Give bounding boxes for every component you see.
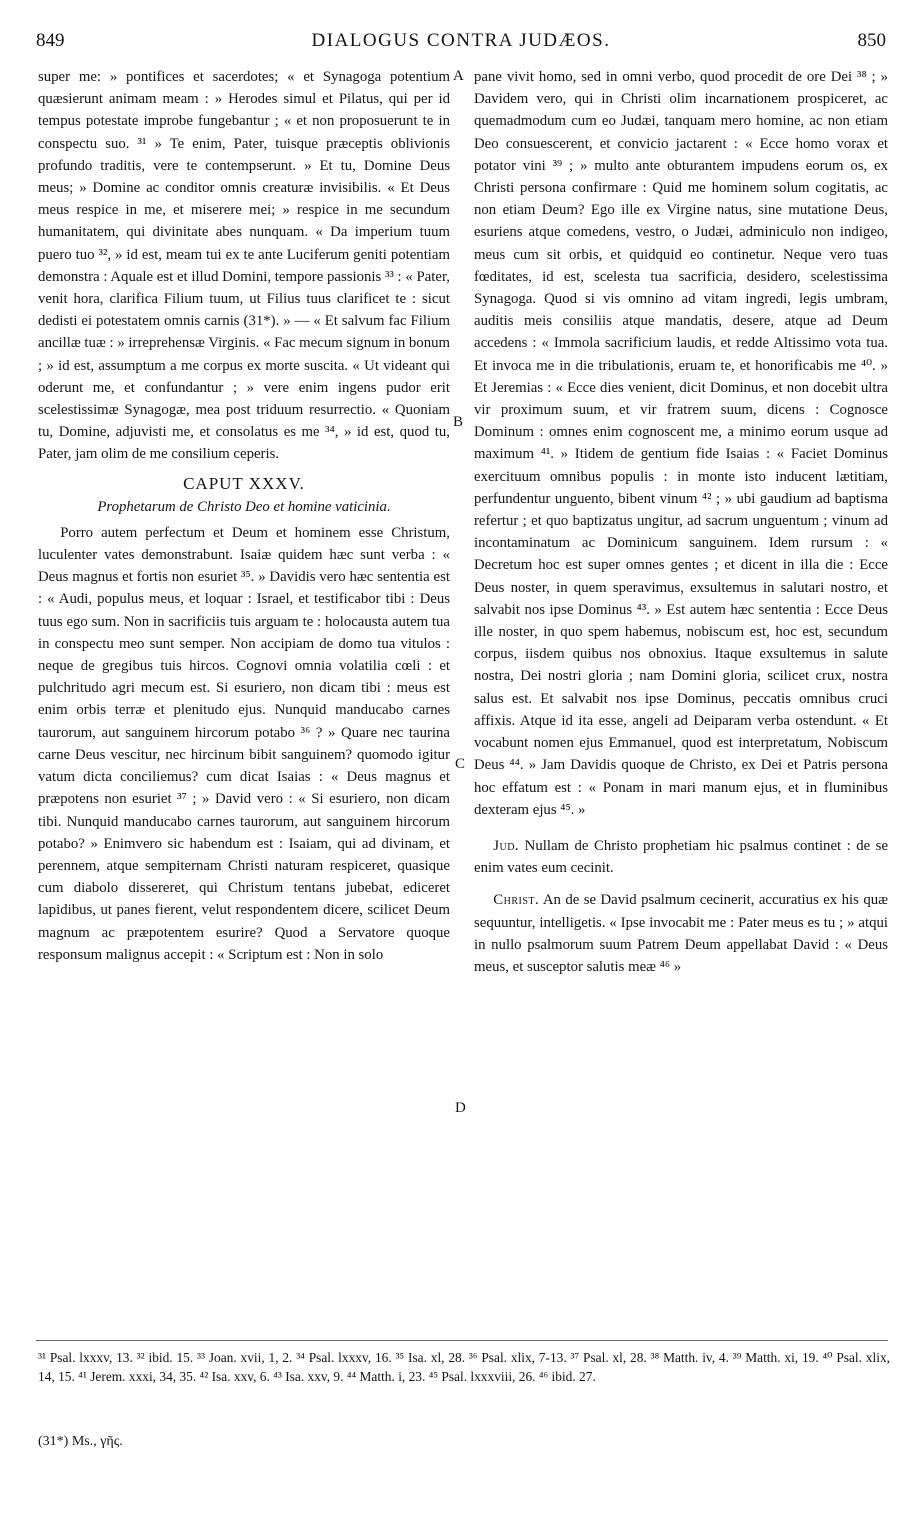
dialogue-christianus bbox=[474, 889, 888, 978]
left-column bbox=[38, 66, 450, 966]
footnotes: ³¹ Psal. lxxxv, 13. ³² ibid. 15. ³³ Joan. xvii, 1, 2. ³⁴ Psal. lxxxv, 16. ³⁵ Isa. xl, 28. ³⁶ Psal. xlix, 7-13. ³⁷ Psal. xl, 28. ³⁸ Matth. iv, 4. ³⁹ Matth. xi, 19. ⁴⁰ Psal. xlix, 14, 15. ⁴¹ Jerem. xxxi, 34, 35. ⁴² Isa. xxv, 6. ⁴³ Isa. xxv, 9. ⁴⁴ Matth. i, 23. ⁴⁵ Psal. lxxxviii, 26. ⁴⁶ ibid. 27. bbox=[38, 1350, 890, 1384]
chapter-title: CAPUT XXXV. bbox=[183, 473, 305, 493]
speaker-judaeus: Jud. bbox=[493, 837, 520, 854]
footnote-divider bbox=[36, 1340, 888, 1341]
speaker-christianus: Christ. bbox=[493, 892, 540, 909]
page-number-left: 849 bbox=[36, 30, 65, 51]
judaeus-text: Nullam de Christo prophetiam hic psalmus continet : de se enim vates eum cecinit. bbox=[474, 837, 889, 877]
variant-note: (31*) Ms., γῆς. bbox=[38, 1434, 123, 1449]
right-column bbox=[474, 66, 888, 978]
running-title: DIALOGUS CONTRA JUDÆOS. bbox=[311, 30, 611, 51]
page-number-right: 850 bbox=[857, 30, 886, 51]
left-paragraph-1: super me: » pontifices et sacerdotes; « et Synagoga potentium quæsierunt animam meam : » Herodes simul et Pilatus, qui per id tempus potestate improbe fungebantur ; « et non proposuerunt te in conspectu suo. ³¹ » Te enim, Pater, tuisque præceptis oblivionis profundo traditis, vere te contempserunt. » Et tu, Domine Deus meus; » Domine ac conditor omnis creaturæ invisibilis. « Et Deus meus respice in me, et miserere mei; » respice in me secundum humanitatem, qui divinitate abes nunquam. « Da imperium tuum puero tuo ³², » id est, meam tui ex te ante Luciferum geniti potentiam demonstra : Aquale est et illud Domini, tempore passionis ³³ : « Pater, venit hora, clarifica Filium tuum, ut Filius tuus clarificet te : sicut dedisti ei potestatem omnis carnis (31*). » — « Et salvum fac Filium ancillæ tuæ : » irreprehensæ Virginis. « Fac mecum signum in bonum ; » id est, assumptum a me corpus ex morte suscita. « Ut videant qui oderunt me, et confundantur ; » vere enim ingens pudor erit scelestissimæ Synagogæ, mea post triduum resurrectio. « Quoniam tu, Domine, adjuvisti me, et consolatus es me ³⁴, » id est, quod tu, Pater, jam olim de me consilium ceperis. bbox=[38, 69, 451, 463]
dialogue-judaeus bbox=[474, 835, 888, 879]
left-paragraph-2: Porro autem perfectum et Deum et hominem esse Christum, luculenter vates demonstrabunt. Isaiæ quidem hæc sunt verba : « Deus magnus et fortis non esuriet ³⁵. » Davidis vero hæc sententia est : « Audi, populus meus, et loquar : Israel, et testificabor tibi : Deus tuus ego sum. Non in sacrificiis tuis arguam te : holocausta autem tua in conspectu meo sunt semper. Non accipiam de domo tua vitulos : neque de gregibus tuis hircos. Cognovi omnia volatilia cœli : et pulchritudo agri mecum est. Si esuriero, non dicam tibi : meus est enim orbis terræ et plenitudo ejus. Nunquid manducabo carnes taurorum, aut sanguinem hircorum potabo ³⁶ ? » Quare nec taurina carne Deus vescitur, nec hircinum bibit sanguinem? quomodo igitur vatum dicta conciliemus? cum dicat Isaias : « Deus magnus et præpotens non esuriet ³⁷ ; » David vero : « Si esuriero, non dicam tibi. Nunquid manducabo carnes taurorum, aut sanguinem hircorum potabo? » Enimvero sic habendum est : Isaiam, qui ad divinam, et perennem, atque sempiternam Christi naturam respiceret, quasique cum diabolo dissereret, qui Christum tentans jubebat, ediceret lapidibus, ut panes fierent, velut respondentem dicere, scilicet Deum magnum ac præpotentem esurire? Quod a Servatore quoque responsum malignus accepit : « Scriptum est : Non in solo bbox=[38, 524, 450, 963]
chapter-subtitle: Prophetarum de Christo Deo et homine vaticinia. bbox=[97, 498, 391, 515]
margin-letter-a: A bbox=[453, 68, 464, 84]
christianus-text: An de se David psalmum cecinerit, accuratius ex his quæ sequuntur, intelligetis. « Ipse invocabit me : Pater meus es tu ; » atqui in nullo psalmorum suum Patrem Deum appellabat David : « Deus meus, et susceptor salutis meæ ⁴⁶ » bbox=[474, 892, 888, 975]
margin-letter-b: B bbox=[453, 414, 464, 430]
margin-letter-c: C bbox=[455, 756, 466, 772]
margin-letter-d: D bbox=[455, 1100, 466, 1116]
right-paragraph-1: pane vivit homo, sed in omni verbo, quod procedit de ore Dei ³⁸ ; » Davidem vero, qui in Christi olim incarnationem prospiceret, ac quemadmodum cum eo Judæi, tanquam mero homine, ac non etiam Deo consuescerent, et convicio jactarent : « Ecce homo vorax et potator vini ³⁹ ; » multo ante obturantem impudens eorum os, ex Christi persona confirmare : Quid me hominem solum cogitatis, ac non etiam Deum? Ego ille ex Virgine natus, sine mutatione Deus, esuriens atque comedens, vestro, o Judæi, adminiculo non indigeo, meus cum sit orbis, et quidquid eo continetur. Neque vero tuas fœditates, id est, scelesta tua sacrificia, desidero, scelestissima Synagoga. Quod si vis omnino ad vitam ingredi, legis umbram, auditis meis consiliis atque mandatis, desere, atque ad Deum accedens : « Immola sacrificium laudis, et redde Altissimo vota tua. Et invoca me in die tribulationis, eruam te, et honorificabis me ⁴⁰. » Et Jeremias : « Ecce dies venient, dicit Dominus, et non docebit ultra vir proximum suum, et vir fratrem suum, dicens : Cognosce Dominum : omnes enim cognoscent me, a minimo eorum usque ad maximum ⁴¹. » Itidem de gentium fide Isaias : « Faciet Dominus exercituum omnibus populis : in monte isto inducent lætitiam, perfundentur unguento, bibent vinum ⁴² ; » ubi gaudium ad baptisma refertur ; et quo baptizatus ungitur, ad sacrum unguentum ; vinum ad incontaminatum ac Dominicum sanguinem. Idem rursum : « Decretum hoc est super omnes gentes ; et dicent in illa die : Ecce Deus noster, in quem speravimus, exsultemus in salutari nostro, et salvabit nos ipse Dominus ⁴³. » Est autem hæc sententia : Ecce Deus ille noster, in quo spem habemus, nobiscum est, hoc est, secundum corpus, iisdem quibus nos obnoxius. Itaque exsultemus in salute nostra, Dei nostri gloria ; nam Domini gloria, scilicet crux, nostra salus est. Et salvabit nos ipse Dominus, peccatis omnibus cruci affixis. Atque id ita esse, angeli ad Deiparam verba ostendunt. « Et vocabunt nomen ejus Emmanuel, quod est interpretatum, Nobiscum Deus ⁴⁴. » Jam Davidis quoque de Christo, ex Dei et Patris persona hoc effatum est : « Ponam in mari manum ejus, et in fluminibus dexteram ejus ⁴⁵. » bbox=[474, 69, 888, 818]
page-header bbox=[36, 30, 886, 56]
